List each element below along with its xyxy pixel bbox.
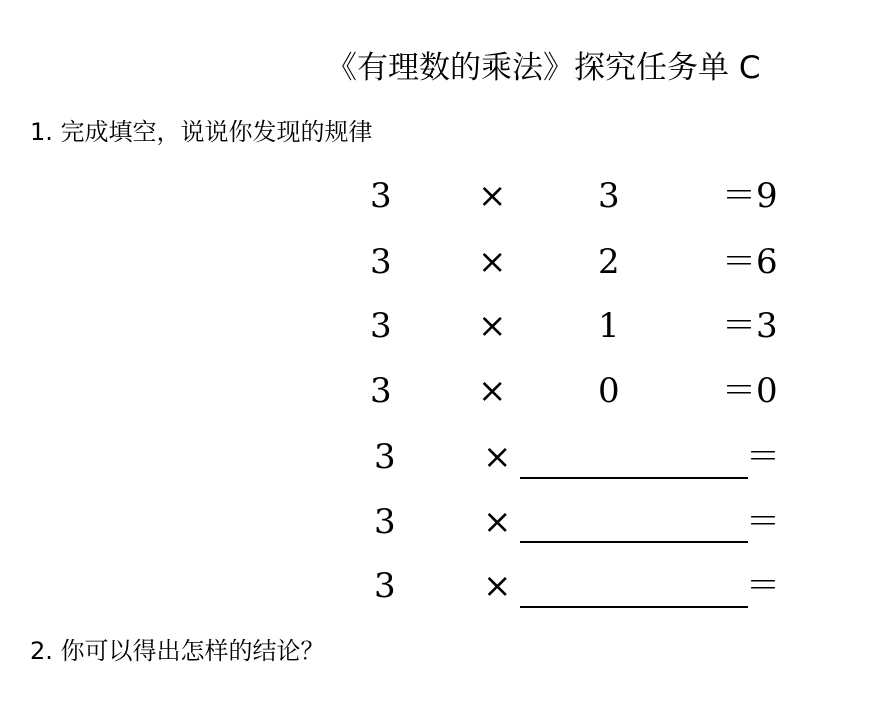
row-7-times-sign: × xyxy=(483,566,512,606)
row-1-times-sign: × xyxy=(478,176,507,216)
row-5-multiplicand: 3 xyxy=(374,437,396,477)
row-4-result: ＝0 xyxy=(722,371,778,411)
row-1-multiplicand: 3 xyxy=(370,176,392,216)
worksheet-title: 《有理数的乘法》探究任务单 C xyxy=(326,50,761,86)
row-2-multiplicand: 3 xyxy=(370,242,392,282)
row-7-equals-sign: ＝ xyxy=(746,566,780,606)
row-6-times-sign: × xyxy=(483,502,512,542)
row-7-blank-line[interactable] xyxy=(520,606,748,608)
row-5-blank-line[interactable] xyxy=(520,477,748,479)
row-6-equals-sign: ＝ xyxy=(746,502,780,542)
row-3-times-sign: × xyxy=(478,306,507,346)
row-2-multiplier: 2 xyxy=(598,242,620,282)
row-4-multiplicand: 3 xyxy=(370,371,392,411)
row-3-multiplicand: 3 xyxy=(370,306,392,346)
row-6-blank-line[interactable] xyxy=(520,541,748,543)
row-6-multiplicand: 3 xyxy=(374,502,396,542)
row-4-multiplier: 0 xyxy=(598,371,620,411)
row-2-result: ＝6 xyxy=(722,242,778,282)
row-5-times-sign: × xyxy=(483,437,512,477)
row-5-equals-sign: ＝ xyxy=(746,437,780,477)
question-1-prompt: 1. 完成填空，说说你发现的规律 xyxy=(30,118,373,146)
row-3-multiplier: 1 xyxy=(598,306,620,346)
row-2-times-sign: × xyxy=(478,242,507,282)
row-7-multiplicand: 3 xyxy=(374,566,396,606)
row-1-multiplier: 3 xyxy=(598,176,620,216)
question-2-prompt: 2. 你可以得出怎样的结论？ xyxy=(30,637,325,665)
row-3-result: ＝3 xyxy=(722,306,778,346)
row-4-times-sign: × xyxy=(478,371,507,411)
row-1-result: ＝9 xyxy=(722,176,778,216)
